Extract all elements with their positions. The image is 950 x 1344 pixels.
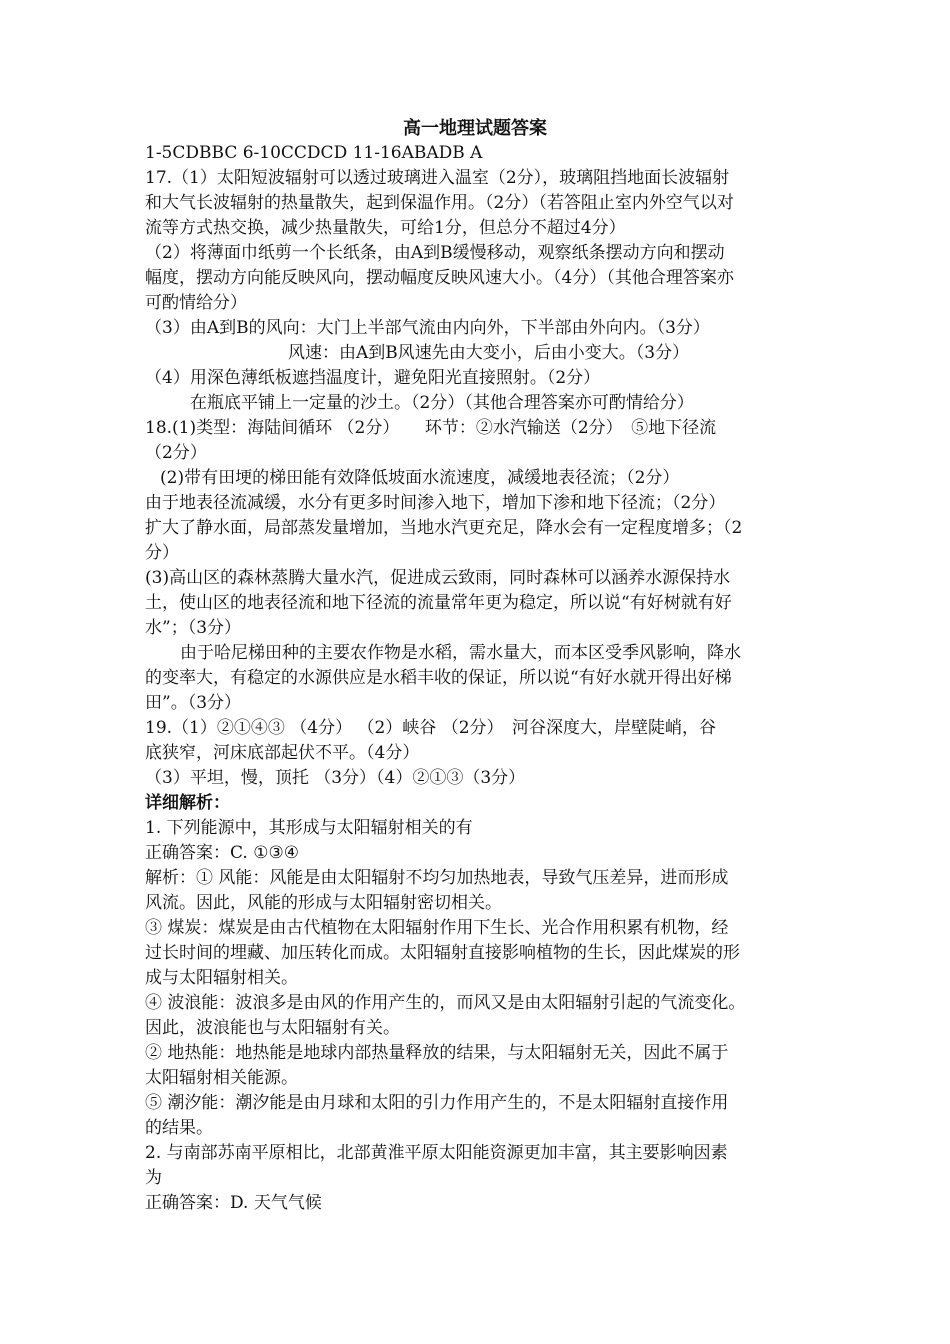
explanation-line: 为 [145, 1168, 162, 1188]
q18-line: 分） [145, 543, 179, 563]
q18-line: 田”。（3分） [145, 693, 242, 713]
q18-line: (2)带有田埂的梯田能有效降低坡面水流速度，减缓地表径流；（2分） [160, 468, 680, 488]
explanation-line: 2. 与南部苏南平原相比，北部黄淮平原太阳能资源更加丰富，其主要影响因素 [145, 1143, 728, 1163]
q18-line: 土，使山区的地表径流和地下径流的流量常年更为稳定，所以说“有好树就有好 [145, 593, 732, 613]
explanation-line: 因此，波浪能也与太阳辐射有关。 [145, 1018, 400, 1038]
explanation-line: 成与太阳辐射相关。 [145, 968, 298, 988]
q19-line: 19.（1）②①④③ （4分） （2）峡谷 （2分） 河谷深度大，岸壁陡峭，谷 [145, 718, 717, 738]
explanation-line: 正确答案：C. ①③④ [145, 843, 299, 863]
q18-line: (3)高山区的森林蒸腾大量水汽，促进成云致雨，同时森林可以涵养水源保持水 [145, 568, 731, 588]
q19-line: 底狭窄，河床底部起伏不平。（4分） [145, 743, 420, 763]
answer-key-line: 1-5CDBBC 6-10CCDCD 11-16ABADB A [145, 143, 483, 163]
page-title: 高一地理试题答案 [403, 118, 547, 139]
q17-line: （2）将薄面巾纸剪一个长纸条，由A到B缓慢移动，观察纸条摆动方向和摆动 [145, 243, 725, 263]
q18-line: 的变率大，有稳定的水源供应是水稻丰收的保证，所以说“有好水就开得出好梯 [145, 668, 732, 688]
q17-line: 风速：由A到B风速先由大变小，后由小变大。（3分） [288, 343, 690, 363]
q17-line: 在瓶底平铺上一定量的沙土。（2分）（其他合理答案亦可酌情给分） [190, 393, 694, 413]
explanation-line: 太阳辐射相关能源。 [145, 1068, 298, 1088]
q17-line: 可酌情给分） [145, 293, 247, 313]
q18-line: 18.(1)类型：海陆间循环 （2分） 环节：②水汽输送（2分） ⑤地下径流 [145, 418, 717, 438]
explanation-line: 解析：① 风能：风能是由太阳辐射不均匀加热地表，导致气压差异，进而形成 [145, 868, 729, 888]
q17-line: 幅度，摆动方向能反映风向，摆动幅度反映风速大小。（4分）（其他合理答案亦 [145, 268, 734, 288]
explanation-line: ② 地热能：地热能是地球内部热量释放的结果，与太阳辐射无关，因此不属于 [145, 1043, 729, 1063]
explanation-line: ③ 煤炭：煤炭是由古代植物在太阳辐射作用下生长、光合作用积累有机物，经 [145, 918, 729, 938]
q19-line: （3）平坦，慢，顶托 （3分）（4）②①③（3分） [145, 768, 526, 788]
q18-line: 由于地表径流减缓，水分有更多时间渗入地下，增加下渗和地下径流；（2分） [145, 493, 726, 513]
q18-line: （2分） [145, 443, 207, 463]
explanation-line: 正确答案：D. 天气气候 [145, 1193, 322, 1213]
explanation-line: 1. 下列能源中，其形成与太阳辐射相关的有 [145, 818, 473, 838]
explanation-line: ⑤ 潮汐能：潮汐能是由月球和太阳的引力作用产生的，不是太阳辐射直接作用 [145, 1093, 729, 1113]
q18-line: 水”；（3分） [145, 618, 242, 638]
q17-line: （3）由A到B的风向：大门上半部气流由内向外，下半部由外向内。（3分） [145, 318, 710, 338]
q17-line: 流等方式热交换，减少热量散失，可给1分，但总分不超过4分） [145, 218, 626, 238]
q18-line: 由于哈尼梯田种的主要农作物是水稻，需水量大，而本区受季风影响，降水 [180, 643, 741, 663]
q17-line: （4）用深色薄纸板遮挡温度计，避免阳光直接照射。（2分） [145, 368, 601, 388]
explanation-line: 的结果。 [145, 1118, 213, 1138]
q18-line: 扩大了静水面，局部蒸发量增加，当地水汽更充足，降水会有一定程度增多；（2 [145, 518, 743, 538]
explanation-line: 风流。因此，风能的形成与太阳辐射密切相关。 [145, 893, 502, 913]
q17-line: 和大气长波辐射的热量散失，起到保温作用。（2分）（若答阻止室内外空气以对 [145, 193, 734, 213]
explanation-line: ④ 波浪能：波浪多是由风的作用产生的，而风又是由太阳辐射引起的气流变化。 [145, 993, 746, 1013]
explanation-line: 过长时间的埋藏、加压转化而成。太阳辐射直接影响植物的生长，因此煤炭的形 [145, 943, 740, 963]
section-heading: 详细解析： [145, 793, 230, 813]
q17-line: 17.（1）太阳短波辐射可以透过玻璃进入温室（2分），玻璃阻挡地面长波辐射 [145, 168, 730, 188]
